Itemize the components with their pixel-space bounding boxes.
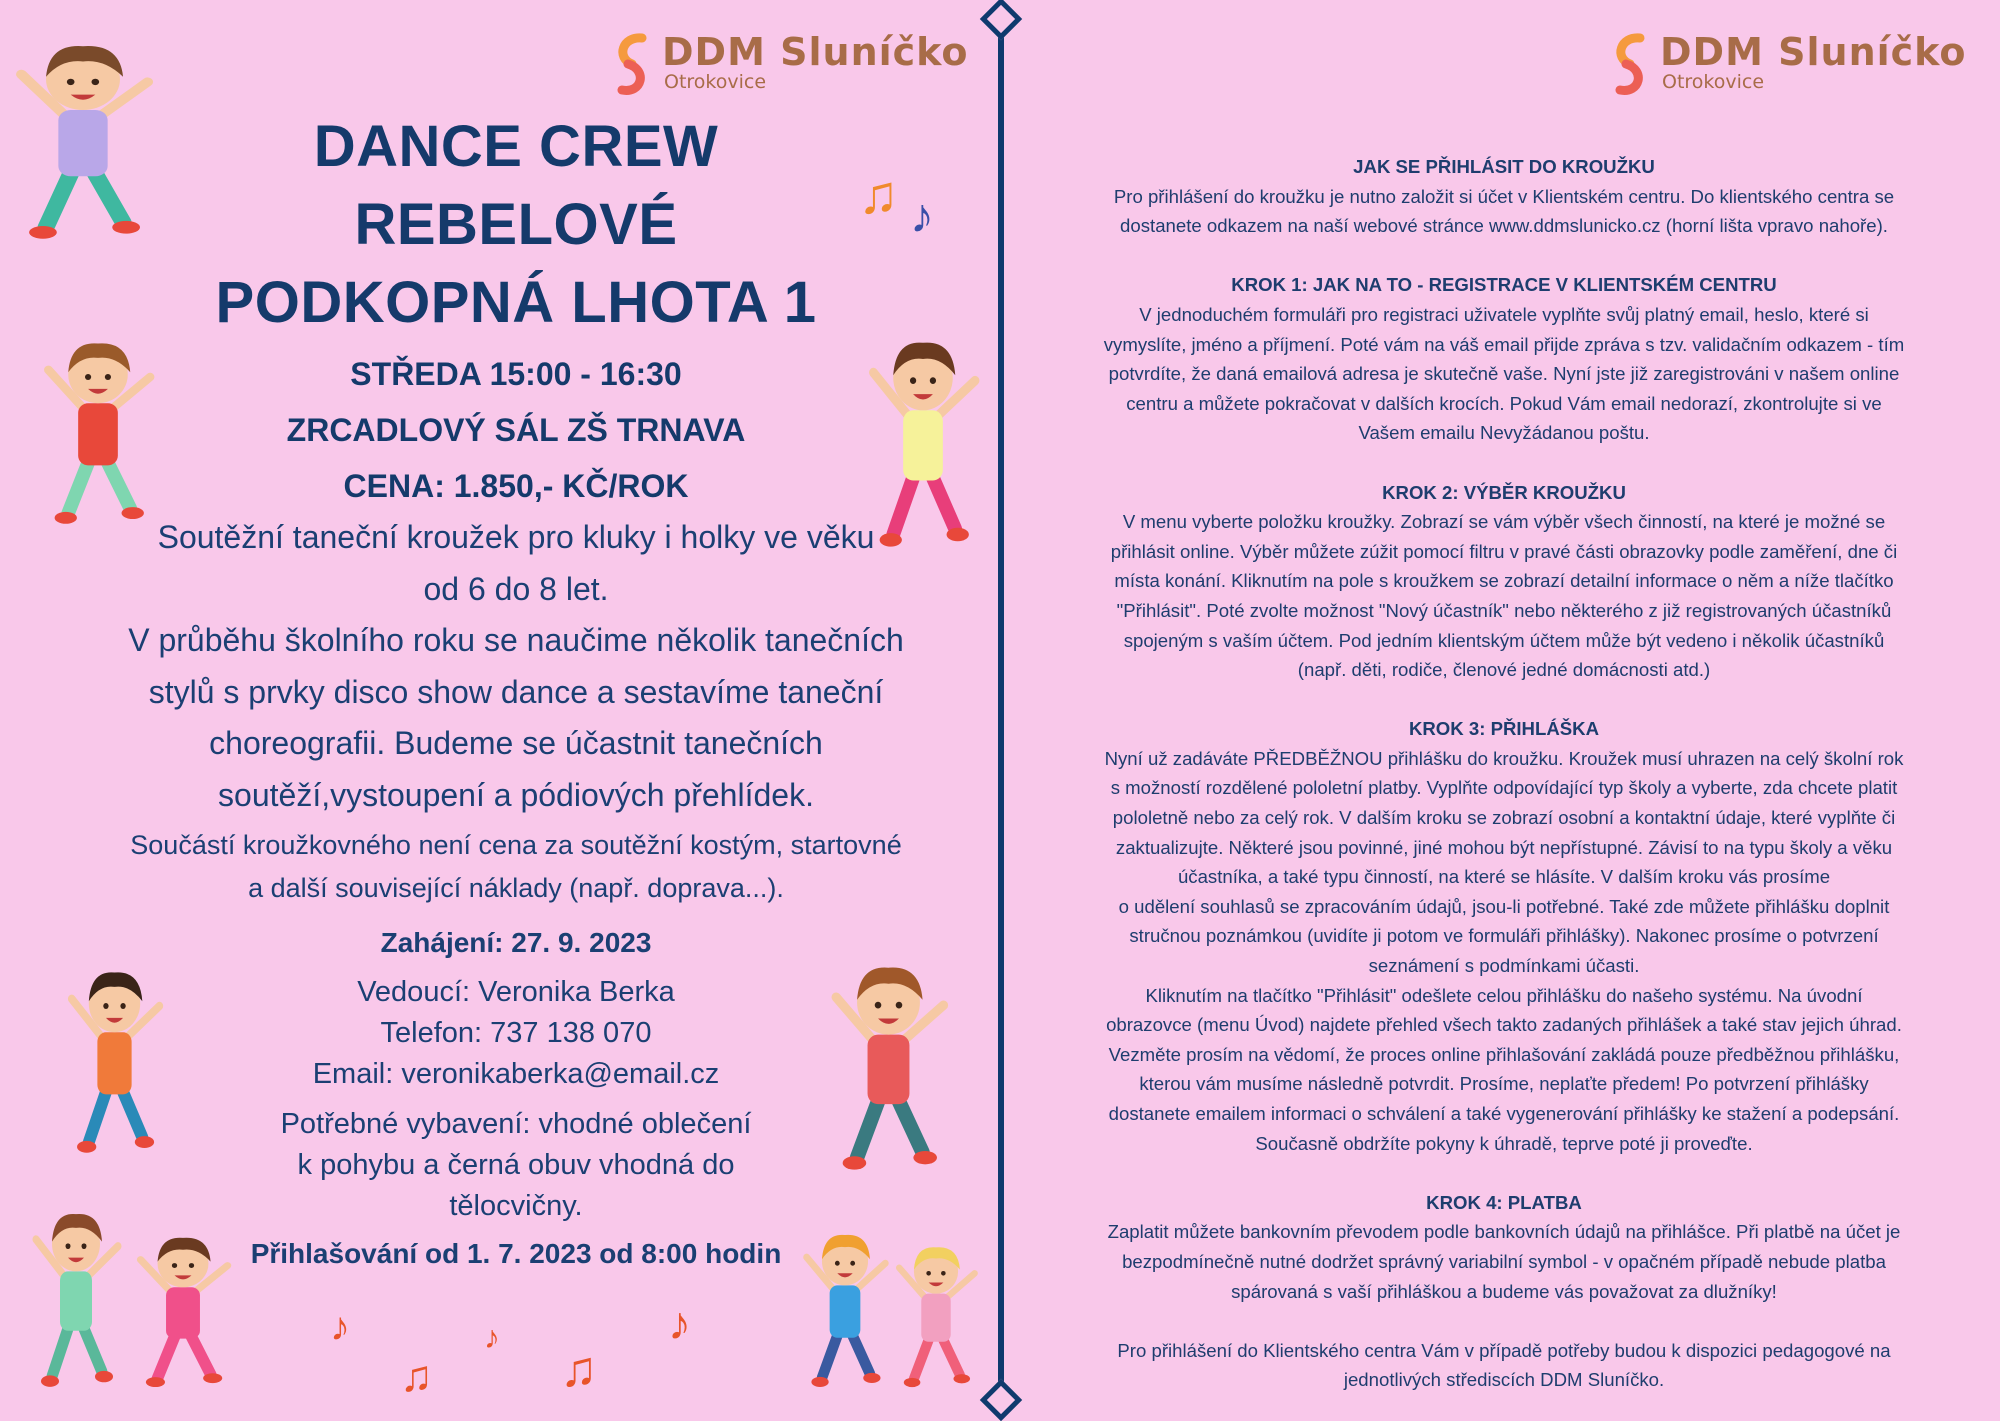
section-text-line: jednotlivých střediscích DDM Sluníčko. [1343,1369,1665,1391]
section-text-line: V menu vyberte položku kroužky. Zobrazí se vám výběr všech činností, na které je možné se [1122,511,1886,533]
music-note-icon: ♪ [330,1305,350,1349]
section-text-line: (např. děti, rodiče, členové jedné domácnosti atd.) [1297,659,1711,681]
section-text-line: bezpodmínečně nutné dodržet správný variabilní symbol - v opačném případě nebude platba [1122,1250,1886,1272]
section-text-line: Zaplatit můžete bankovním převodem podle bankovních údajů na přihlášce. Při platbě na účet je [1107,1221,1901,1243]
section-heading: KROK 3: PŘIHLÁŠKA [1408,718,1600,740]
section-text-line: Nyní už zadáváte PŘEDBĚŽNOU přihlášku do kroužku. Kroužek musí uhrazen na celý školní rok [1104,747,1904,769]
music-note-icon: ♫ [400,1352,433,1401]
registration-instructions [1012,152,1996,1395]
poster-title [60,108,972,342]
section-text-line: účastníka, a také typu činností, na které se hlásíte. V dalším kroku vás prosíme [1177,866,1831,888]
registration-date: Přihlašování od 1. 7. 2023 od 8:00 hodin [250,1238,782,1269]
section-heading: JAK SE PŘIHLÁSIT DO KROUŽKU [1353,156,1655,177]
email: Email: veronikaberka@email.cz [312,1058,720,1090]
section-text-line: kterou vám musíme následně potvrdit. Prosíme, neplaťte předem! Po potvrzení přihlášky [1139,1073,1869,1095]
section-text-line: pololetně nebo za celý rok. V dalším kroku se zobrazí osobní a kontaktní údaje, které vyplňte či [1112,807,1896,829]
equipment-line: Potřebné vybavení: vhodné oblečení [280,1108,752,1140]
intro-line: Soutěžní taneční kroužek pro kluky i holky ve věku [157,519,875,555]
intro-line: V průběhu školního roku se naučime několik tanečních [128,622,904,658]
phone: Telefon: 737 138 070 [380,1017,652,1049]
section-text-line: stručnou poznámkou (uvidíte ji potom ve formuláři přihlášky). Nakonec prosíme o potvrzení [1129,925,1879,947]
boy-dancer-illustration [823,957,954,1171]
cost-note [60,824,972,910]
logo-left [612,32,969,96]
center-divider [998,14,1004,1400]
spacer [1012,1306,1996,1336]
section-text-line: potvrdíte, že daná emailová adresa je skutečně vaše. Nyní jste již zaregistrováni v našem online [1108,363,1900,385]
section-text-line: "Přihlásit". Poté zvolte možnost "Nový účastník" nebo některého z již registrovaných účastníků [1116,599,1892,621]
music-notes-icon: ♫ [560,1341,598,1397]
spacer [1012,241,1996,271]
boy-dancer-illustration [797,1227,893,1388]
intro-line: od 6 do 8 let. [423,570,609,607]
event-info [60,346,972,514]
intro-line: stylů s prvky disco show dance a sestavíme taneční [148,673,884,710]
music-note-icon: ♪ [910,190,934,243]
logo-name: DDM Sluníčko [662,30,969,74]
section-text-line: Vašem emailu Nevyžádanou poštu. [1358,422,1650,444]
section-text-line: o udělení souhlasů se zpracováním údajů, jsou-li potřebné. Také zde můžete přihlášku doplnit [1118,895,1890,917]
boy-dancer-illustration [61,963,168,1154]
title-line: REBELOVÉ [354,192,678,257]
spacer [1012,1158,1996,1188]
section-text-line: Současně obdržíte pokyny k úhradě, teprve poté ji proveďte. [1255,1132,1753,1154]
section-heading: KROK 4: PLATBA [1426,1191,1582,1213]
section-text-line: vymyslíte, jméno a příjmení. Poté vám na váš email přijde zpráva s tzv. validačním odkazem - tím [1103,333,1905,355]
price: CENA: 1.850,- KČ/ROK [343,468,689,504]
section-text-line: V jednoduchém formuláři pro registraci uživatele vyplňte svůj platný email, heslo, které si [1139,303,1869,325]
music-notes-icon: ♫ [858,165,899,225]
boy-dancer-illustration [26,1205,126,1388]
intro-line: soutěží,vystoupení a pódiových přehlídek. [218,776,814,813]
section-text-line: zaktualizujte. Některé jsou povinné, jiné mohou být nepřístupné. Závisí to na typu školy a věku [1115,836,1893,858]
logo-mark-icon [1610,32,1652,96]
section-text-line: centru a můžete pokračovat v dalších krocích. Pokud Vám email nedorazí, zkontrolujte si ve [1126,392,1882,414]
leader: Vedoucí: Veronika Berka [357,976,675,1008]
section-text-line: s možností rozdělené pololetní platby. Vyplňte odpovídající typ školy a vyberte, zda chcete platit [1110,777,1898,799]
intro-line: choreografii. Budeme se účastnit tanečních [209,725,823,761]
intro-text [60,512,972,821]
section-text-line: obrazovce (menu Úvod) najdete přehled všech takto zadaných přihlášek a také stav jejich úhrad. [1106,1014,1902,1036]
girl-dancer-illustration [890,1240,982,1388]
section-heading: KROK 1: JAK NA TO - REGISTRACE V KLIENTSKÉM CENTRU [1231,274,1777,296]
equipment-line: tělocvičny. [449,1190,583,1222]
section-text-line: Kliknutím na tlačítko "Přihlásit" odešlete celou přihlášku do našeho systému. Na úvodní [1145,984,1863,1006]
logo-city: Otrokovice [1662,71,1765,93]
music-note-icon: ♪ [668,1297,691,1349]
divider-diamond-top [980,0,1022,40]
place: ZRCADLOVÝ SÁL ZŠ TRNAVA [286,412,746,448]
section-text-line: Pro přihlášení do kroužku je nutno založit si účet v Klientském centru. Do klientského centra se [1113,185,1895,207]
boy-dancer-illustration [36,334,160,525]
girl-dancer-illustration [861,332,985,548]
note-line: a další související náklady (např. doprava...). [248,873,784,903]
start-date: Zahájení: 27. 9. 2023 [380,927,652,958]
section-text-line: dostanete odkazem na naší webové stránce www.ddmslunicko.cz (horní lišta vpravo nahoře). [1120,215,1888,237]
spacer [1012,448,1996,478]
section-text-line: spojeným s vaším účtem. Pod jedním klientským účtem může být vedeno i několik účastníků [1123,629,1885,651]
section-heading: KROK 2: VÝBĚR KROUŽKU [1382,481,1626,503]
section-text-line: seznámení s podmínkami účasti. [1368,955,1640,977]
section-text-line: Pro přihlášení do Klientského centra Vám v případě potřeby budou k dispozici pedagogové na [1117,1339,1891,1361]
music-note-icon: ♪ [484,1319,500,1355]
spacer [1012,685,1996,715]
logo-name: DDM Sluníčko [1660,30,1967,74]
title-line: DANCE CREW [313,114,719,179]
schedule: STŘEDA 15:00 - 16:30 [350,356,682,392]
girl-dancer-illustration [6,36,160,240]
note-line: Součástí kroužkovného není cena za soutěžní kostým, startovné [130,830,902,860]
section-text-line: přihlásit online. Výběr můžete zúžit pomocí filtru v pravé části obrazovky podle zaměření, dne či [1110,540,1898,562]
equipment-line: k pohybu a černá obuv vhodná do [297,1149,735,1181]
section-text-line: dostanete emailem informaci o schválení a také vygenerování přihlášky ke stažení a podepsání. [1108,1103,1900,1124]
section-text-line: Vezměte prosím na vědomí, že proces online přihlašování zakládá pouze předběžnou přihlášku, [1108,1043,1900,1065]
logo-mark-icon [612,32,654,96]
logo-right [1610,32,1967,96]
section-text-line: spárovaná s vaší přihláškou a budeme vás považovat za dlužníky! [1231,1280,1777,1302]
logo-city: Otrokovice [664,71,767,93]
title-line: PODKOPNÁ LHOTA 1 [215,270,817,335]
section-text-line: místa konání. Kliknutím na pole s kroužkem se zobrazí detailní informace o něm a níže tlačítko [1114,570,1894,592]
girl-dancer-illustration [130,1230,236,1388]
